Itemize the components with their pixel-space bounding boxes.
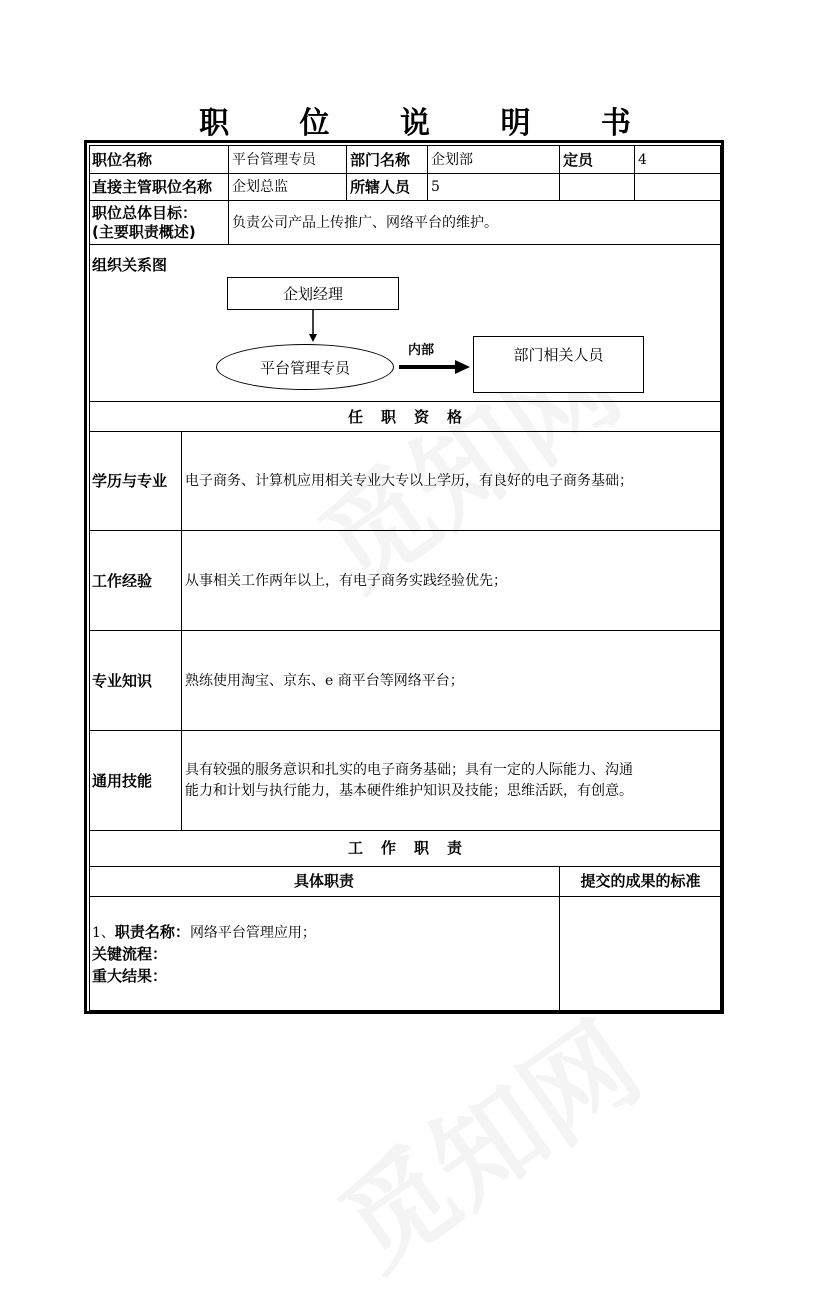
org-arrow-label: 内部	[408, 343, 435, 358]
org-node-main	[216, 344, 394, 390]
org-box-related-text: 部门相关人员	[513, 346, 604, 364]
qualifications-heading: 任职资格	[347, 408, 480, 426]
duty-key-result-label: 重大结果：	[92, 967, 168, 985]
org-arrowhead-down	[309, 334, 317, 342]
org-arrowhead-right	[455, 360, 470, 374]
goal-label-line2: (主要职责概述)	[92, 223, 196, 241]
duty-item-name-value: 网络平台管理应用；	[189, 925, 316, 941]
org-box-manager-text: 企划经理	[282, 285, 343, 303]
goal-label-line1: 职位总体目标：	[92, 204, 198, 222]
qual-label-education: 学历与专业	[92, 472, 168, 490]
org-node-main-text: 平台管理专员	[259, 358, 350, 377]
department-value: 企划部	[431, 152, 473, 168]
duty-item-1	[92, 923, 316, 942]
position-name-label: 职位名称	[92, 151, 153, 169]
duties-col-duty: 具体职责	[293, 872, 354, 890]
qual-label-knowledge: 专业知识	[92, 672, 153, 690]
supervisor-value: 企划总监	[232, 179, 288, 195]
qual-text-skills-line2: 能力和计划与执行能力，基本硬件维护知识及技能；思维活跃，有创意。	[185, 783, 633, 799]
qual-text-knowledge: 熟练使用淘宝、京东、e 商平台等网络平台；	[185, 673, 464, 689]
subordinates-value: 5	[431, 179, 440, 195]
qual-text-skills-line1: 具有较强的服务意识和扎实的电子商务基础；具有一定的人际能力、沟通	[185, 762, 633, 778]
duty-key-process-label: 关键流程：	[92, 945, 168, 963]
supervisor-label: 直接主管职位名称	[92, 178, 213, 196]
duty-item-prefix: 1、	[92, 925, 115, 941]
position-name-value: 平台管理专员	[232, 152, 316, 168]
duties-col-standard: 提交的成果的标准	[580, 872, 701, 890]
department-label: 部门名称	[350, 151, 411, 169]
page-title: 职 位 说 明 书	[199, 106, 661, 141]
headcount-label: 定员	[563, 151, 594, 169]
qual-text-education: 电子商务、计算机应用相关专业大专以上学历，有良好的电子商务基础；	[185, 473, 633, 489]
org-box-related	[473, 336, 644, 393]
duty-item-name-label: 职责名称：	[114, 923, 190, 941]
subordinates-label: 所辖人员	[350, 178, 411, 196]
goal-value: 负责公司产品上传推广、网络平台的维护。	[232, 215, 498, 231]
qual-label-skills: 通用技能	[92, 772, 153, 790]
headcount-value: 4	[638, 152, 647, 168]
duties-heading: 工作职责	[347, 839, 480, 857]
qual-label-experience: 工作经验	[92, 572, 153, 590]
org-chart-label: 组织关系图	[92, 256, 168, 274]
qual-text-experience: 从事相关工作两年以上，有电子商务实践经验优先；	[185, 573, 507, 589]
